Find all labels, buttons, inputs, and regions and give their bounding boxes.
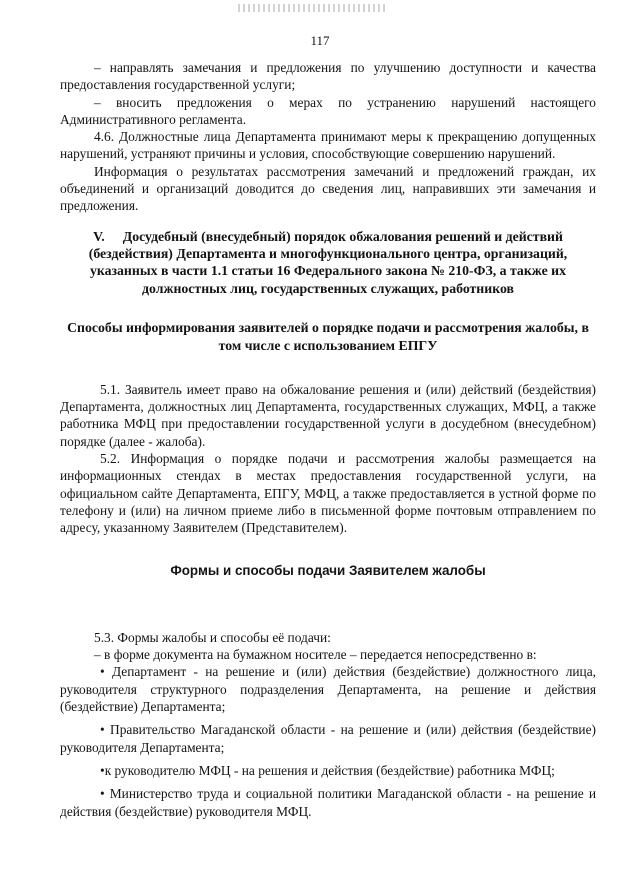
subheading-forms: Формы и способы подачи Заявителем жалобы <box>170 562 486 578</box>
page-number: 117 <box>310 33 330 48</box>
section-number: V. <box>93 228 105 244</box>
subheading-informing: Способы информирования заявителей о порядке подачи и рассмотрения жалобы, в том числе с использованием ЕПГУ <box>67 319 589 353</box>
paragraph: 5.1. Заявитель имеет право на обжалование решения и (или) действий (бездействия) Департамента, должностных лиц Департамента, государственных служащих, МФЦ, а также работника МФЦ при предоставлении государственной услуги в досудебном (внесудебном) порядке (далее - жалоба). <box>60 381 596 449</box>
paragraph: – направлять замечания и предложения по улучшению доступности и качества предоставления государственной услуги; <box>60 60 596 93</box>
list-item: •к руководителю МФЦ - на решения и действия (бездействие) работника МФЦ; <box>100 762 555 778</box>
paragraph: Информация о результатах рассмотрения замечаний и предложений граждан, их объединений и организаций доводится до сведения лиц, направивших эти замечания и предложения. <box>60 163 596 214</box>
list-item: • Департамент - на решение и (или) действия (бездействие) должностного лица, руководителя структурного подразделения Департамента, на решение и действия (бездействие) Департамента; <box>60 664 596 715</box>
paragraph: – в форме документа на бумажном носителе – передается непосредственно в: <box>94 647 537 663</box>
document-body <box>60 59 596 820</box>
scan-artifact <box>238 4 388 12</box>
list-item: • Правительство Магаданской области - на решение и (или) действия (бездействие) руководителя Департамента; <box>60 722 596 755</box>
list-item: • Министерство труда и социальной политики Магаданской области - на решение и действия (бездействие) руководителя МФЦ. <box>60 786 596 819</box>
paragraph: 4.6. Должностные лица Департамента принимают меры к прекращению допущенных нарушений, устраняют причины и условия, способствующие совершению нарушений. <box>60 129 596 162</box>
section-title: Досудебный (внесудебный) порядок обжалования решений и действий (бездействия) Департамента и многофункционального центра, организаций, указанных в части 1.1 статьи 16 Федерального закона № 210-ФЗ, а также их должностных лиц, государственных служащих, работников <box>88 228 568 296</box>
section-heading <box>60 228 596 297</box>
paragraph: 5.3. Формы жалобы и способы её подачи: <box>94 629 331 645</box>
paragraph: 5.2. Информация о порядке подачи и рассмотрения жалобы размещается на информационных стендах в местах предоставления государственной услуги, на официальном сайте Департамента, ЕПГУ, МФЦ, а также предоставляется в устной форме по телефону и (или) на личном приеме либо в письменной форме почтовым отправлением по адресу, указанному Заявителем (Представителем). <box>60 451 596 536</box>
paragraph: – вносить предложения о мерах по устранению нарушений настоящего Административного регламента. <box>60 94 596 127</box>
